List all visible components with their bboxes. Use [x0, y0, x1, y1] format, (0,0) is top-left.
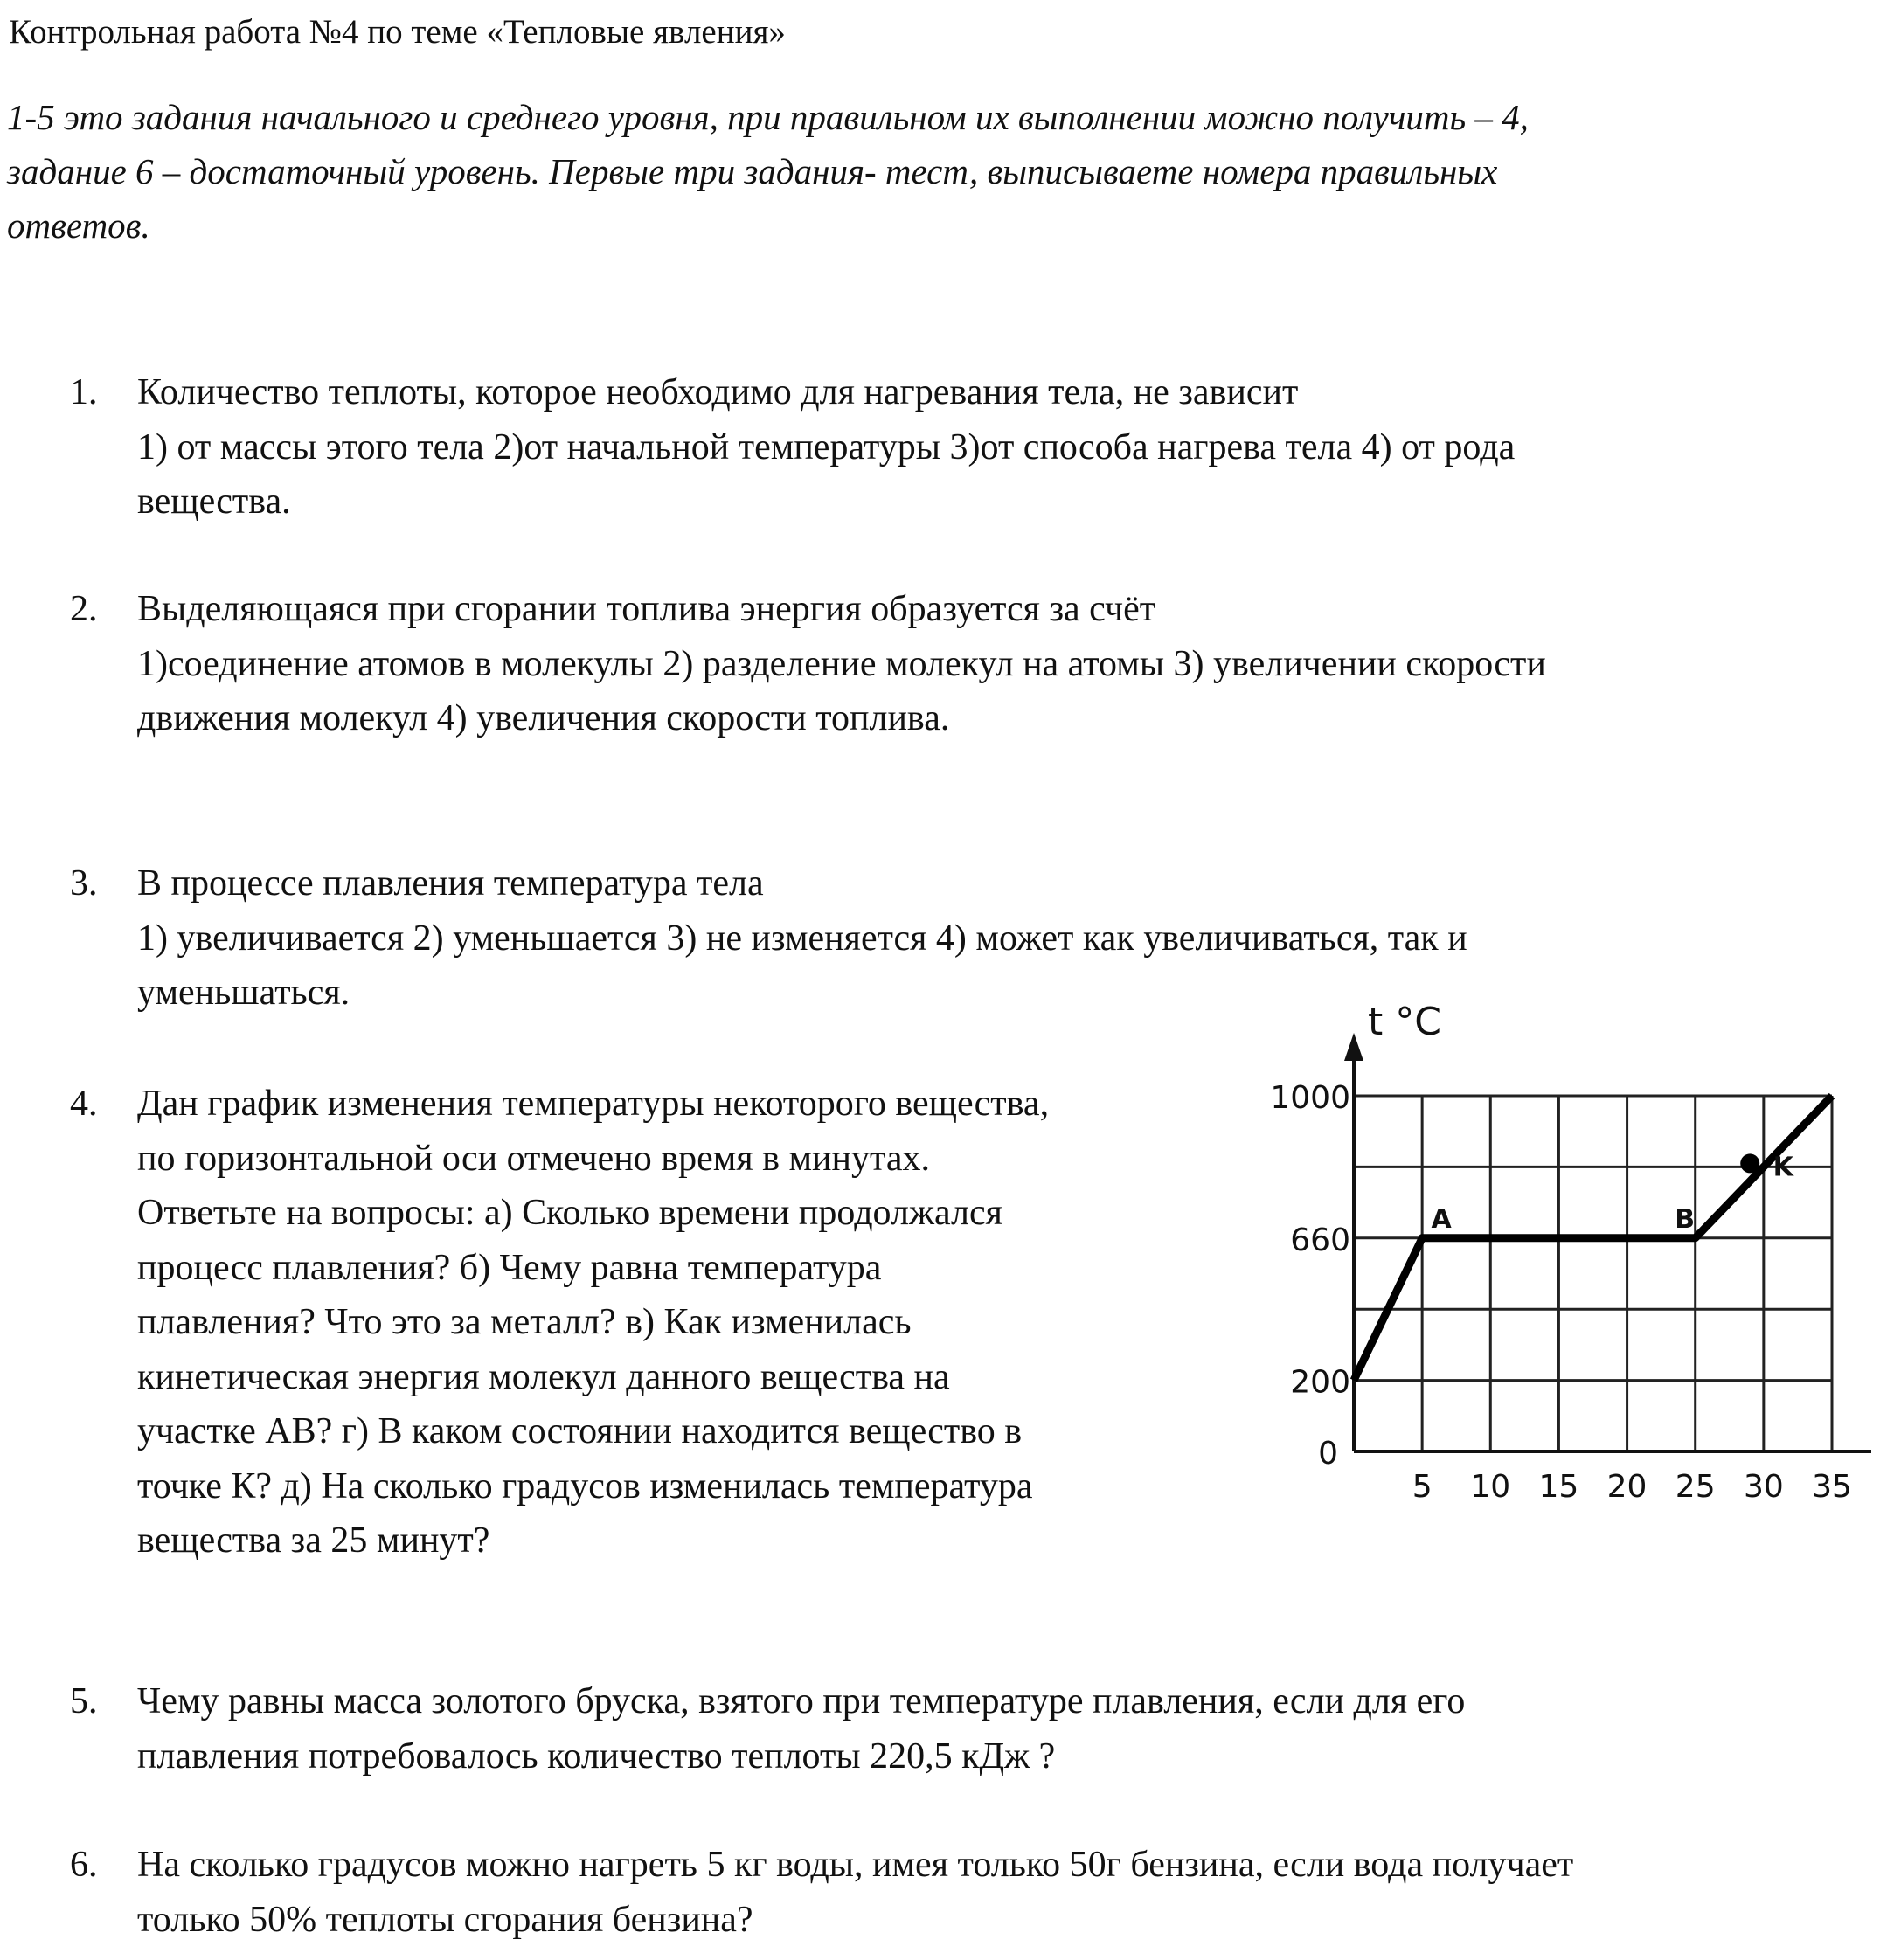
x-tick-label: 20 [1606, 1469, 1648, 1505]
question-text-line: уменьшаться. [137, 973, 350, 1013]
question-number: 4. [70, 1084, 98, 1124]
x-tick-label: 10 [1470, 1469, 1511, 1505]
question-text-line: плавления потребовалось количество теплоты 220,5 кДж ? [137, 1735, 1056, 1776]
question-text-line: 1)соединение атомов в молекулы 2) разделение молекул на атомы 3) увеличении скорости [137, 643, 1546, 684]
series-line-temperature [1354, 1096, 1832, 1381]
y-axis-label: t °C [1368, 1000, 1441, 1044]
x-tick-label: 15 [1538, 1469, 1579, 1505]
y-tick-label: 0 [1318, 1436, 1338, 1472]
intro-line: задание 6 – достаточный уровень. Первые три задания- тест, выписываете номера правильных [7, 151, 1498, 191]
question-text-line: Дан график изменения температуры некоторого вещества, [137, 1084, 1050, 1124]
question-text-line: Ответьте на вопросы: а) Сколько времени продолжался [137, 1193, 1002, 1233]
question-text-line: только 50% теплоты сгорания бензина? [137, 1899, 753, 1940]
intro-line: ответов. [7, 205, 150, 246]
intro-line: 1-5 это задания начального и среднего уровня, при правильном их выполнении можно получить – 4, [7, 97, 1529, 137]
question-number: 5. [70, 1681, 98, 1721]
point-marker-K [1740, 1153, 1759, 1173]
question-number: 3. [70, 863, 98, 904]
question-text-line: Чему равны масса золотого бруска, взятого при температуре плавления, если для его [137, 1681, 1466, 1721]
y-tick-label: 200 [1290, 1364, 1350, 1401]
x-tick-label: 5 [1412, 1469, 1433, 1505]
question-number: 2. [70, 589, 98, 629]
y-tick-label: 1000 [1270, 1080, 1350, 1116]
question-text-line: вещества. [137, 481, 291, 522]
x-tick-label: 25 [1675, 1469, 1716, 1505]
page-title: Контрольная работа №4 по теме «Тепловые явления» [9, 13, 786, 51]
question-text-line: На сколько градусов можно нагреть 5 кг воды, имея только 50г бензина, если вода получает [137, 1845, 1574, 1885]
question-text-line: Количество теплоты, которое необходимо для нагревания тела, не зависит [137, 372, 1299, 412]
question-text-line: плавления? Что это за металл? в) Как изменилась [137, 1302, 912, 1342]
question-text-line: по горизонтальной оси отмечено время в минутах. [137, 1138, 931, 1179]
question-number: 6. [70, 1845, 98, 1885]
question-text-line: 1) увеличивается 2) уменьшается 3) не изменяется 4) может как увеличиваться, так и [137, 918, 1467, 959]
question-text-line: Выделяющаяся при сгорании топлива энергия образуется за счёт [137, 589, 1156, 629]
question-text-line: вещества за 25 минут? [137, 1520, 490, 1561]
question-text-line: процесс плавления? б) Чему равна температура [137, 1247, 882, 1288]
x-tick-label: 30 [1743, 1469, 1784, 1505]
point-label-A: A [1431, 1203, 1452, 1235]
point-label-K: K [1773, 1152, 1793, 1183]
question-text-line: участке АВ? г) В каком состоянии находится вещество в [137, 1411, 1023, 1451]
y-axis-arrow-icon [1344, 1033, 1363, 1061]
y-tick-label: 660 [1290, 1222, 1350, 1258]
question-text-line: В процессе плавления температура тела [137, 863, 764, 904]
point-label-B: B [1675, 1203, 1696, 1235]
x-tick-label: 35 [1812, 1469, 1852, 1505]
question-text-line: движения молекул 4) увеличения скорости топлива. [137, 698, 950, 738]
question-text-line: 1) от массы этого тела 2)от начальной температуры 3)от способа нагрева тела 4) от рода [137, 426, 1516, 467]
question-text-line: кинетическая энергия молекул данного вещества на [137, 1356, 950, 1397]
question-text-line: точке К? д) На сколько градусов изменилась температура [137, 1465, 1033, 1506]
question-number: 1. [70, 372, 98, 412]
